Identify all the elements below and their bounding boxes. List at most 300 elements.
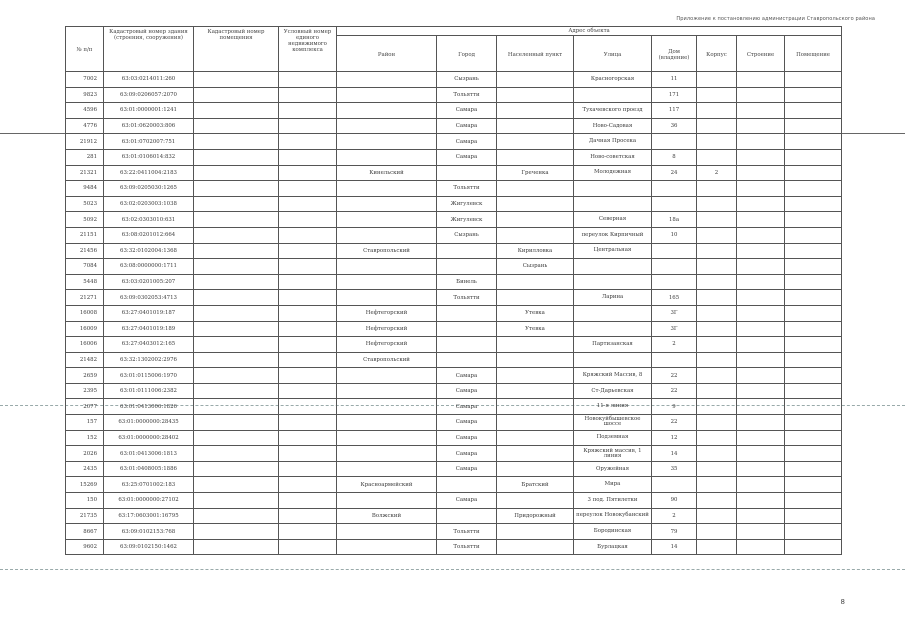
header-house: Дом (владение) bbox=[652, 36, 697, 72]
header-settlement: Населенный пункт bbox=[497, 36, 574, 72]
cell-num: 7002 bbox=[66, 72, 104, 88]
cell-settlement bbox=[497, 446, 574, 462]
cell-building bbox=[737, 399, 785, 415]
cell-cad-building: 63:01:0000000:28435 bbox=[104, 415, 194, 431]
cell-district: Ставропольский bbox=[337, 352, 437, 368]
cell-settlement bbox=[497, 352, 574, 368]
cell-house: 35 bbox=[652, 461, 697, 477]
table-row bbox=[66, 103, 842, 119]
cell-city: Самара bbox=[437, 399, 497, 415]
cell-city: Сызрань bbox=[437, 72, 497, 88]
table-row bbox=[66, 290, 842, 306]
cell-house: 90 bbox=[652, 493, 697, 509]
header-num: № п/п bbox=[66, 27, 104, 72]
cell-cad-building: 63:01:0000000:27102 bbox=[104, 493, 194, 509]
cell-cad-room bbox=[194, 508, 279, 524]
cell-cad-room bbox=[194, 243, 279, 259]
cell-cad-building: 63:17:0603001:16795 bbox=[104, 508, 194, 524]
cell-room bbox=[785, 274, 842, 290]
header-street: Улица bbox=[574, 36, 652, 72]
cell-cond-num bbox=[279, 305, 337, 321]
cell-korpus bbox=[697, 524, 737, 540]
cell-cond-num bbox=[279, 337, 337, 353]
cell-city bbox=[437, 305, 497, 321]
cell-city bbox=[437, 243, 497, 259]
property-table bbox=[65, 26, 842, 555]
table-row bbox=[66, 321, 842, 337]
cell-street: Центральная bbox=[574, 243, 652, 259]
cell-cad-building: 63:27:0401019:187 bbox=[104, 305, 194, 321]
cell-street: Ново-Садовая bbox=[574, 118, 652, 134]
cell-district bbox=[337, 149, 437, 165]
cell-city bbox=[437, 337, 497, 353]
cell-room bbox=[785, 446, 842, 462]
scan-line bbox=[0, 569, 905, 570]
cell-num: 16009 bbox=[66, 321, 104, 337]
cell-room bbox=[785, 352, 842, 368]
cell-cad-room bbox=[194, 337, 279, 353]
cell-cond-num bbox=[279, 165, 337, 181]
cell-settlement: Утевка bbox=[497, 305, 574, 321]
cell-cond-num bbox=[279, 415, 337, 431]
cell-building bbox=[737, 461, 785, 477]
cell-cad-building: 63:08:0201012:664 bbox=[104, 227, 194, 243]
cell-building bbox=[737, 508, 785, 524]
cell-room bbox=[785, 72, 842, 88]
cell-cond-num bbox=[279, 321, 337, 337]
cell-num: 152 bbox=[66, 430, 104, 446]
cell-cad-building: 63:09:0206057:2070 bbox=[104, 87, 194, 103]
cell-num: 21456 bbox=[66, 243, 104, 259]
cell-district bbox=[337, 415, 437, 431]
cell-house bbox=[652, 196, 697, 212]
cell-korpus bbox=[697, 446, 737, 462]
cell-cad-room bbox=[194, 415, 279, 431]
cell-city: Самара bbox=[437, 103, 497, 119]
cell-district bbox=[337, 212, 437, 228]
cell-city bbox=[437, 508, 497, 524]
cell-building bbox=[737, 368, 785, 384]
cell-cad-building: 63:09:0302053:4713 bbox=[104, 290, 194, 306]
cell-city: Самара bbox=[437, 118, 497, 134]
cell-num: 2395 bbox=[66, 383, 104, 399]
cell-cad-room bbox=[194, 539, 279, 555]
cell-building bbox=[737, 243, 785, 259]
cell-district bbox=[337, 368, 437, 384]
cell-house bbox=[652, 259, 697, 275]
cell-korpus bbox=[697, 118, 737, 134]
cell-cad-room bbox=[194, 368, 279, 384]
cell-korpus bbox=[697, 539, 737, 555]
cell-city: Тольятти bbox=[437, 539, 497, 555]
table-row bbox=[66, 118, 842, 134]
cell-settlement bbox=[497, 430, 574, 446]
cell-num: 15269 bbox=[66, 477, 104, 493]
cell-city: Самара bbox=[437, 446, 497, 462]
cell-city: Жигулевск bbox=[437, 212, 497, 228]
cell-district bbox=[337, 103, 437, 119]
cell-settlement bbox=[497, 134, 574, 150]
cell-district bbox=[337, 274, 437, 290]
cell-district bbox=[337, 493, 437, 509]
cell-cond-num bbox=[279, 477, 337, 493]
cell-house: 14 bbox=[652, 539, 697, 555]
cell-num: 9602 bbox=[66, 539, 104, 555]
cell-cad-building: 63:03:0214011:260 bbox=[104, 72, 194, 88]
cell-settlement bbox=[497, 196, 574, 212]
page-header: Приложение к постановлению администрации Ставропольского района bbox=[676, 16, 875, 22]
cell-house: 165 bbox=[652, 290, 697, 306]
cell-city: Тольятти bbox=[437, 524, 497, 540]
cell-city: Тольятти bbox=[437, 290, 497, 306]
cell-district: Ставропольский bbox=[337, 243, 437, 259]
cell-cond-num bbox=[279, 493, 337, 509]
cell-room bbox=[785, 243, 842, 259]
cell-house: 12 bbox=[652, 430, 697, 446]
cell-room bbox=[785, 524, 842, 540]
cell-street bbox=[574, 259, 652, 275]
cell-settlement: Братский bbox=[497, 477, 574, 493]
cell-city: Жигулевск bbox=[437, 196, 497, 212]
cell-street bbox=[574, 352, 652, 368]
cell-cad-building: 63:01:0106014:832 bbox=[104, 149, 194, 165]
cell-building bbox=[737, 87, 785, 103]
header-room: Помещение bbox=[785, 36, 842, 72]
cell-cad-room bbox=[194, 290, 279, 306]
cell-cond-num bbox=[279, 212, 337, 228]
cell-street: Ларина bbox=[574, 290, 652, 306]
header-city: Город bbox=[437, 36, 497, 72]
cell-city: Сызрань bbox=[437, 227, 497, 243]
cell-settlement: Сызрань bbox=[497, 259, 574, 275]
table-row bbox=[66, 274, 842, 290]
table-row bbox=[66, 305, 842, 321]
cell-cad-room bbox=[194, 305, 279, 321]
cell-cond-num bbox=[279, 149, 337, 165]
page-number: 8 bbox=[840, 598, 845, 606]
cell-room bbox=[785, 181, 842, 197]
cell-room bbox=[785, 134, 842, 150]
cell-korpus bbox=[697, 103, 737, 119]
cell-korpus bbox=[697, 243, 737, 259]
cell-cad-building: 63:08:0000000:1711 bbox=[104, 259, 194, 275]
cell-korpus bbox=[697, 477, 737, 493]
cell-district bbox=[337, 196, 437, 212]
table-row bbox=[66, 539, 842, 555]
cell-house: 2 bbox=[652, 337, 697, 353]
cell-settlement: Греченка bbox=[497, 165, 574, 181]
cell-room bbox=[785, 87, 842, 103]
cell-cad-building: 63:02:0303010:631 bbox=[104, 212, 194, 228]
cell-city bbox=[437, 259, 497, 275]
cell-cad-building: 63:01:0413006:1826 bbox=[104, 399, 194, 415]
cell-cad-room bbox=[194, 430, 279, 446]
cell-district bbox=[337, 118, 437, 134]
cell-settlement bbox=[497, 227, 574, 243]
cell-settlement bbox=[497, 539, 574, 555]
cell-cad-building: 63:25:0701002:183 bbox=[104, 477, 194, 493]
cell-korpus bbox=[697, 337, 737, 353]
cell-building bbox=[737, 227, 785, 243]
cell-room bbox=[785, 383, 842, 399]
cell-room bbox=[785, 337, 842, 353]
cell-building bbox=[737, 337, 785, 353]
cell-room bbox=[785, 368, 842, 384]
cell-cad-room bbox=[194, 165, 279, 181]
cell-settlement bbox=[497, 212, 574, 228]
cell-cond-num bbox=[279, 430, 337, 446]
cell-building bbox=[737, 72, 785, 88]
cell-num: 5448 bbox=[66, 274, 104, 290]
cell-room bbox=[785, 165, 842, 181]
cell-num: 21151 bbox=[66, 227, 104, 243]
cell-room bbox=[785, 149, 842, 165]
cell-house bbox=[652, 243, 697, 259]
cell-korpus bbox=[697, 383, 737, 399]
cell-korpus: 2 bbox=[697, 165, 737, 181]
cell-num: 21321 bbox=[66, 165, 104, 181]
cell-city: Самара bbox=[437, 149, 497, 165]
cell-district: Нефтегорский bbox=[337, 305, 437, 321]
cell-city bbox=[437, 477, 497, 493]
cell-cad-room bbox=[194, 352, 279, 368]
cell-num: 21735 bbox=[66, 508, 104, 524]
cell-city: Самара bbox=[437, 493, 497, 509]
header-cad-building: Кадастровый номер здания (строения, сооружения) bbox=[104, 27, 194, 72]
document-sheet bbox=[65, 26, 841, 555]
cell-num: 16008 bbox=[66, 305, 104, 321]
cell-street: Партизанская bbox=[574, 337, 652, 353]
cell-cond-num bbox=[279, 103, 337, 119]
cell-cad-room bbox=[194, 134, 279, 150]
cell-num: 5092 bbox=[66, 212, 104, 228]
cell-cad-room bbox=[194, 524, 279, 540]
cell-street: 3 под. Пятилетки bbox=[574, 493, 652, 509]
cell-house: 79 bbox=[652, 524, 697, 540]
cell-cad-room bbox=[194, 446, 279, 462]
cell-cad-room bbox=[194, 477, 279, 493]
table-row bbox=[66, 259, 842, 275]
cell-korpus bbox=[697, 196, 737, 212]
cell-cad-room bbox=[194, 399, 279, 415]
table-row bbox=[66, 461, 842, 477]
table-row bbox=[66, 212, 842, 228]
cell-cond-num bbox=[279, 539, 337, 555]
cell-room bbox=[785, 539, 842, 555]
cell-settlement bbox=[497, 72, 574, 88]
cell-settlement bbox=[497, 274, 574, 290]
cell-building bbox=[737, 477, 785, 493]
cell-cond-num bbox=[279, 87, 337, 103]
cell-house: 117 bbox=[652, 103, 697, 119]
cell-street: переулок Новокубанский bbox=[574, 508, 652, 524]
cell-city: Тольятти bbox=[437, 87, 497, 103]
cell-korpus bbox=[697, 227, 737, 243]
cell-house bbox=[652, 274, 697, 290]
cell-cad-room bbox=[194, 227, 279, 243]
cell-settlement bbox=[497, 118, 574, 134]
cell-num: 7084 bbox=[66, 259, 104, 275]
cell-street: Ст-Дарьевская bbox=[574, 383, 652, 399]
cell-cond-num bbox=[279, 290, 337, 306]
cell-district: Красноармейский bbox=[337, 477, 437, 493]
cell-num: 281 bbox=[66, 149, 104, 165]
cell-house: 10 bbox=[652, 227, 697, 243]
cell-building bbox=[737, 165, 785, 181]
table-row bbox=[66, 352, 842, 368]
cell-district bbox=[337, 461, 437, 477]
cell-city: Тольятти bbox=[437, 181, 497, 197]
cell-settlement bbox=[497, 87, 574, 103]
cell-building bbox=[737, 149, 785, 165]
cell-cad-building: 63:01:0620003:806 bbox=[104, 118, 194, 134]
cell-settlement bbox=[497, 181, 574, 197]
cell-num: 21271 bbox=[66, 290, 104, 306]
cell-house: 36 bbox=[652, 118, 697, 134]
cell-cond-num bbox=[279, 259, 337, 275]
table-row bbox=[66, 149, 842, 165]
cell-num: 8667 bbox=[66, 524, 104, 540]
cell-cad-building: 63:09:0102150:1462 bbox=[104, 539, 194, 555]
cell-street bbox=[574, 196, 652, 212]
cell-cond-num bbox=[279, 446, 337, 462]
cell-korpus bbox=[697, 493, 737, 509]
cell-cad-building: 63:09:0102153:768 bbox=[104, 524, 194, 540]
table-row bbox=[66, 368, 842, 384]
cell-street: Подземная bbox=[574, 430, 652, 446]
cell-district: Волжский bbox=[337, 508, 437, 524]
cell-cond-num bbox=[279, 196, 337, 212]
cell-street: Бородинская bbox=[574, 524, 652, 540]
table-row bbox=[66, 181, 842, 197]
cell-korpus bbox=[697, 134, 737, 150]
cell-cad-building: 63:01:0408005:1886 bbox=[104, 461, 194, 477]
cell-street: Красногорская bbox=[574, 72, 652, 88]
cell-korpus bbox=[697, 290, 737, 306]
cell-building bbox=[737, 212, 785, 228]
cell-building bbox=[737, 493, 785, 509]
cell-street: Мира bbox=[574, 477, 652, 493]
cell-building bbox=[737, 430, 785, 446]
cell-korpus bbox=[697, 352, 737, 368]
cell-korpus bbox=[697, 149, 737, 165]
cell-cad-building: 63:27:0403012:165 bbox=[104, 337, 194, 353]
cell-district bbox=[337, 227, 437, 243]
cell-cad-building: 63:01:0000001:1241 bbox=[104, 103, 194, 119]
cell-house: 9 bbox=[652, 399, 697, 415]
cell-cad-building: 63:27:0401019:189 bbox=[104, 321, 194, 337]
cell-building bbox=[737, 274, 785, 290]
cell-district bbox=[337, 524, 437, 540]
cell-district bbox=[337, 539, 437, 555]
cell-district: Нефтегорский bbox=[337, 337, 437, 353]
cell-room bbox=[785, 508, 842, 524]
cell-district: Кинельский bbox=[337, 165, 437, 181]
cell-house: 22 bbox=[652, 415, 697, 431]
cell-street bbox=[574, 87, 652, 103]
cell-house: 24 bbox=[652, 165, 697, 181]
cell-district bbox=[337, 430, 437, 446]
cell-building bbox=[737, 305, 785, 321]
cell-korpus bbox=[697, 461, 737, 477]
cell-building bbox=[737, 415, 785, 431]
cell-city: Самара bbox=[437, 368, 497, 384]
cell-street bbox=[574, 305, 652, 321]
cell-cond-num bbox=[279, 181, 337, 197]
cell-cad-room bbox=[194, 72, 279, 88]
cell-room bbox=[785, 305, 842, 321]
cell-city bbox=[437, 352, 497, 368]
cell-district: Нефтегорский bbox=[337, 321, 437, 337]
cell-cond-num bbox=[279, 399, 337, 415]
cell-building bbox=[737, 383, 785, 399]
cell-num: 21912 bbox=[66, 134, 104, 150]
cell-korpus bbox=[697, 368, 737, 384]
cell-house: 22 bbox=[652, 368, 697, 384]
cell-house bbox=[652, 352, 697, 368]
cell-cad-building: 63:01:0413006:1813 bbox=[104, 446, 194, 462]
cell-num: 9484 bbox=[66, 181, 104, 197]
cell-num: 157 bbox=[66, 415, 104, 431]
cell-cad-room bbox=[194, 196, 279, 212]
cell-cad-building: 63:02:0203003:1038 bbox=[104, 196, 194, 212]
cell-street: Молодежная bbox=[574, 165, 652, 181]
header-cad-room: Кадастровый номер помещения bbox=[194, 27, 279, 72]
cell-room bbox=[785, 103, 842, 119]
cell-room bbox=[785, 493, 842, 509]
cell-street bbox=[574, 274, 652, 290]
cell-settlement bbox=[497, 493, 574, 509]
cell-cond-num bbox=[279, 72, 337, 88]
cell-building bbox=[737, 181, 785, 197]
table-row bbox=[66, 508, 842, 524]
cell-street: Северная bbox=[574, 212, 652, 228]
cell-house: 171 bbox=[652, 87, 697, 103]
cell-room bbox=[785, 430, 842, 446]
table-row bbox=[66, 72, 842, 88]
table-body bbox=[66, 72, 842, 555]
cell-korpus bbox=[697, 72, 737, 88]
cell-district bbox=[337, 134, 437, 150]
cell-cond-num bbox=[279, 508, 337, 524]
cell-num: 21482 bbox=[66, 352, 104, 368]
cell-city bbox=[437, 165, 497, 181]
cell-street: переулок Кирпичный bbox=[574, 227, 652, 243]
cell-building bbox=[737, 321, 785, 337]
cell-cond-num bbox=[279, 227, 337, 243]
cell-room bbox=[785, 118, 842, 134]
table-row bbox=[66, 383, 842, 399]
cell-cad-room bbox=[194, 181, 279, 197]
cell-district bbox=[337, 446, 437, 462]
cell-street: Дачная Просека bbox=[574, 134, 652, 150]
table-row bbox=[66, 415, 842, 431]
cell-cad-room bbox=[194, 87, 279, 103]
cell-settlement bbox=[497, 415, 574, 431]
header-district: Район bbox=[337, 36, 437, 72]
cell-num: 2077 bbox=[66, 399, 104, 415]
cell-settlement bbox=[497, 103, 574, 119]
cell-korpus bbox=[697, 212, 737, 228]
cell-city: Самара bbox=[437, 461, 497, 477]
cell-room bbox=[785, 321, 842, 337]
cell-settlement bbox=[497, 524, 574, 540]
cell-district bbox=[337, 383, 437, 399]
cell-settlement bbox=[497, 290, 574, 306]
cell-house: 2 bbox=[652, 508, 697, 524]
cell-num: 4596 bbox=[66, 103, 104, 119]
table-row bbox=[66, 399, 842, 415]
